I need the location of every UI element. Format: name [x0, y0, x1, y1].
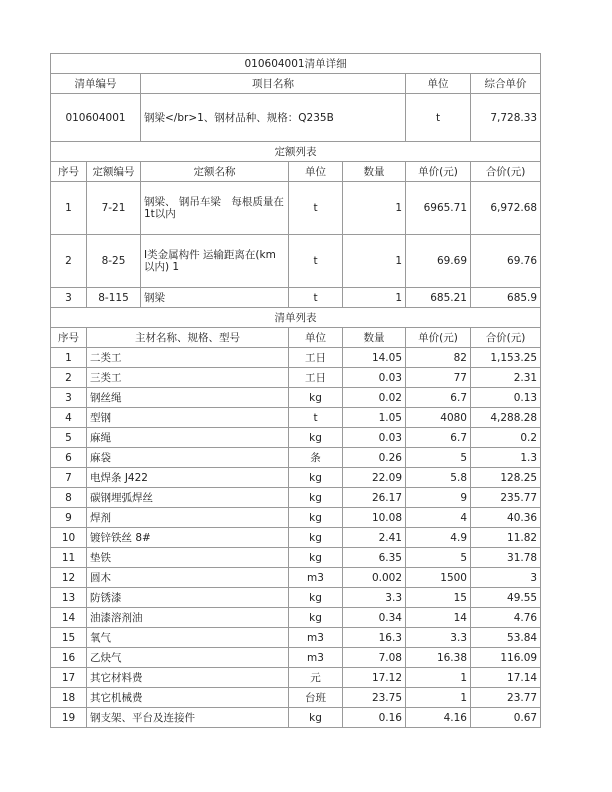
- list-name: 其它机械费: [87, 688, 289, 708]
- table-row: [51, 568, 541, 588]
- list-price: 82: [406, 348, 471, 368]
- list-price: 15: [406, 588, 471, 608]
- list-qty: 0.26: [343, 448, 406, 468]
- quota-no: 3: [51, 288, 87, 308]
- list-unit: m3: [289, 648, 343, 668]
- quota-qty: 1: [343, 182, 406, 235]
- list-col-qty: 数量: [343, 328, 406, 348]
- list-qty: 0.02: [343, 388, 406, 408]
- table-row: [51, 488, 541, 508]
- list-name: 麻绳: [87, 428, 289, 448]
- item-unit: t: [406, 94, 471, 142]
- list-price: 1: [406, 668, 471, 688]
- table-row: [51, 548, 541, 568]
- list-col-no: 序号: [51, 328, 87, 348]
- quota-header-row: [51, 162, 541, 182]
- quota-total: 685.9: [471, 288, 541, 308]
- list-no: 2: [51, 368, 87, 388]
- list-price: 4.9: [406, 528, 471, 548]
- list-unit: kg: [289, 548, 343, 568]
- list-price: 9: [406, 488, 471, 508]
- list-qty: 7.08: [343, 648, 406, 668]
- list-unit: 工日: [289, 368, 343, 388]
- list-no: 8: [51, 488, 87, 508]
- list-no: 3: [51, 388, 87, 408]
- list-qty: 22.09: [343, 468, 406, 488]
- quota-col-unit: 单位: [289, 162, 343, 182]
- quota-name: 钢梁: [141, 288, 289, 308]
- list-name: 焊剂: [87, 508, 289, 528]
- list-no: 10: [51, 528, 87, 548]
- list-no: 15: [51, 628, 87, 648]
- list-name: 氧气: [87, 628, 289, 648]
- quota-col-qty: 数量: [343, 162, 406, 182]
- list-no: 14: [51, 608, 87, 628]
- list-price: 3.3: [406, 628, 471, 648]
- list-no: 9: [51, 508, 87, 528]
- list-qty: 14.05: [343, 348, 406, 368]
- table-row: [51, 388, 541, 408]
- item-name: 钢梁</br>1、钢材品种、规格：Q235B: [141, 94, 406, 142]
- quota-qty: 1: [343, 288, 406, 308]
- list-name: 防锈漆: [87, 588, 289, 608]
- list-qty: 17.12: [343, 668, 406, 688]
- page-title: 010604001清单详细: [51, 54, 541, 74]
- list-unit: t: [289, 408, 343, 428]
- list-no: 17: [51, 668, 87, 688]
- list-col-name: 主材名称、规格、型号: [87, 328, 289, 348]
- list-qty: 0.002: [343, 568, 406, 588]
- list-no: 11: [51, 548, 87, 568]
- table-body: [51, 54, 541, 728]
- quota-no: 2: [51, 235, 87, 288]
- list-price: 4: [406, 508, 471, 528]
- list-name: 二类工: [87, 348, 289, 368]
- list-unit: 条: [289, 448, 343, 468]
- quota-no: 1: [51, 182, 87, 235]
- quota-code: 8-115: [87, 288, 141, 308]
- list-name: 钢丝绳: [87, 388, 289, 408]
- item-header-row: [51, 74, 541, 94]
- quota-row: [51, 235, 541, 288]
- list-price: 14: [406, 608, 471, 628]
- quota-total: 6,972.68: [471, 182, 541, 235]
- list-total: 235.77: [471, 488, 541, 508]
- list-no: 13: [51, 588, 87, 608]
- table-row: [51, 368, 541, 388]
- quota-col-price: 单价(元): [406, 162, 471, 182]
- list-unit: kg: [289, 468, 343, 488]
- list-unit: m3: [289, 628, 343, 648]
- quota-row: [51, 288, 541, 308]
- list-name: 型钢: [87, 408, 289, 428]
- quota-code: 7-21: [87, 182, 141, 235]
- list-unit: kg: [289, 388, 343, 408]
- quota-name: 钢梁、 钢吊车梁 每根质量在 1t以内: [141, 182, 289, 235]
- list-price: 1: [406, 688, 471, 708]
- list-price: 16.38: [406, 648, 471, 668]
- list-total: 23.77: [471, 688, 541, 708]
- list-unit: kg: [289, 508, 343, 528]
- unit-label: 单位: [406, 74, 471, 94]
- code-label: 清单编号: [51, 74, 141, 94]
- quota-price: 6965.71: [406, 182, 471, 235]
- list-unit: kg: [289, 708, 343, 728]
- list-no: 12: [51, 568, 87, 588]
- list-price: 4080: [406, 408, 471, 428]
- list-total: 1.3: [471, 448, 541, 468]
- list-no: 1: [51, 348, 87, 368]
- table-row: [51, 688, 541, 708]
- item-row: [51, 94, 541, 142]
- table-row: [51, 408, 541, 428]
- table-row: [51, 608, 541, 628]
- table-row: [51, 508, 541, 528]
- list-total: 0.67: [471, 708, 541, 728]
- list-col-total: 合价(元): [471, 328, 541, 348]
- list-total: 3: [471, 568, 541, 588]
- quota-col-no: 序号: [51, 162, 87, 182]
- list-no: 16: [51, 648, 87, 668]
- list-qty: 26.17: [343, 488, 406, 508]
- list-total: 11.82: [471, 528, 541, 548]
- list-price: 4.16: [406, 708, 471, 728]
- list-name: 三类工: [87, 368, 289, 388]
- list-total: 4.76: [471, 608, 541, 628]
- list-unit: kg: [289, 528, 343, 548]
- list-qty: 6.35: [343, 548, 406, 568]
- table-row: [51, 708, 541, 728]
- list-col-unit: 单位: [289, 328, 343, 348]
- list-unit: m3: [289, 568, 343, 588]
- list-price: 6.7: [406, 388, 471, 408]
- list-name: 其它材料费: [87, 668, 289, 688]
- quota-col-name: 定额名称: [141, 162, 289, 182]
- list-qty: 0.34: [343, 608, 406, 628]
- list-total: 128.25: [471, 468, 541, 488]
- list-total: 116.09: [471, 648, 541, 668]
- list-no: 5: [51, 428, 87, 448]
- list-name: 电焊条 J422: [87, 468, 289, 488]
- list-total: 49.55: [471, 588, 541, 608]
- list-qty: 3.3: [343, 588, 406, 608]
- quota-price: 685.21: [406, 288, 471, 308]
- list-price: 1500: [406, 568, 471, 588]
- list-section-row: [51, 308, 541, 328]
- list-no: 18: [51, 688, 87, 708]
- list-name: 钢支架、平台及连接件: [87, 708, 289, 728]
- title-row: [51, 54, 541, 74]
- list-unit: kg: [289, 608, 343, 628]
- table-row: [51, 448, 541, 468]
- list-price: 5: [406, 448, 471, 468]
- quota-qty: 1: [343, 235, 406, 288]
- list-price: 77: [406, 368, 471, 388]
- table-row: [51, 588, 541, 608]
- list-name: 麻袋: [87, 448, 289, 468]
- quota-total: 69.76: [471, 235, 541, 288]
- table-row: [51, 428, 541, 448]
- list-no: 19: [51, 708, 87, 728]
- list-qty: 23.75: [343, 688, 406, 708]
- list-qty: 0.16: [343, 708, 406, 728]
- list-col-price: 单价(元): [406, 328, 471, 348]
- list-unit: 元: [289, 668, 343, 688]
- list-name: 碳钢埋弧焊丝: [87, 488, 289, 508]
- item-price: 7,728.33: [471, 94, 541, 142]
- list-total: 2.31: [471, 368, 541, 388]
- list-no: 6: [51, 448, 87, 468]
- bill-detail-table: [50, 53, 541, 728]
- quota-name: Ⅰ类金属构件 运输距离在(km以内) 1: [141, 235, 289, 288]
- list-total: 40.36: [471, 508, 541, 528]
- table-row: [51, 528, 541, 548]
- quota-col-code: 定额编号: [87, 162, 141, 182]
- list-qty: 10.08: [343, 508, 406, 528]
- table-row: [51, 668, 541, 688]
- list-price: 6.7: [406, 428, 471, 448]
- list-unit: kg: [289, 428, 343, 448]
- quota-price: 69.69: [406, 235, 471, 288]
- quota-code: 8-25: [87, 235, 141, 288]
- name-label: 项目名称: [141, 74, 406, 94]
- quota-unit: t: [289, 288, 343, 308]
- list-qty: 0.03: [343, 428, 406, 448]
- list-unit: 台班: [289, 688, 343, 708]
- list-total: 17.14: [471, 668, 541, 688]
- quota-unit: t: [289, 182, 343, 235]
- list-unit: 工日: [289, 348, 343, 368]
- list-price: 5.8: [406, 468, 471, 488]
- list-unit: kg: [289, 488, 343, 508]
- quota-unit: t: [289, 235, 343, 288]
- list-total: 4,288.28: [471, 408, 541, 428]
- table-row: [51, 348, 541, 368]
- list-section-title: 清单列表: [51, 308, 541, 328]
- quota-col-total: 合价(元): [471, 162, 541, 182]
- list-qty: 16.3: [343, 628, 406, 648]
- list-unit: kg: [289, 588, 343, 608]
- list-no: 4: [51, 408, 87, 428]
- list-header-row: [51, 328, 541, 348]
- quota-section-row: [51, 142, 541, 162]
- list-name: 圆木: [87, 568, 289, 588]
- list-qty: 1.05: [343, 408, 406, 428]
- list-name: 垫铁: [87, 548, 289, 568]
- list-name: 镀锌铁丝 8#: [87, 528, 289, 548]
- list-total: 0.2: [471, 428, 541, 448]
- price-label: 综合单价: [471, 74, 541, 94]
- quota-section-title: 定额列表: [51, 142, 541, 162]
- list-total: 1,153.25: [471, 348, 541, 368]
- list-no: 7: [51, 468, 87, 488]
- list-name: 乙炔气: [87, 648, 289, 668]
- list-total: 31.78: [471, 548, 541, 568]
- list-total: 0.13: [471, 388, 541, 408]
- list-name: 油漆溶剂油: [87, 608, 289, 628]
- list-qty: 0.03: [343, 368, 406, 388]
- quota-row: [51, 182, 541, 235]
- table-row: [51, 648, 541, 668]
- table-row: [51, 468, 541, 488]
- list-qty: 2.41: [343, 528, 406, 548]
- list-price: 5: [406, 548, 471, 568]
- item-code: 010604001: [51, 94, 141, 142]
- list-total: 53.84: [471, 628, 541, 648]
- table-row: [51, 628, 541, 648]
